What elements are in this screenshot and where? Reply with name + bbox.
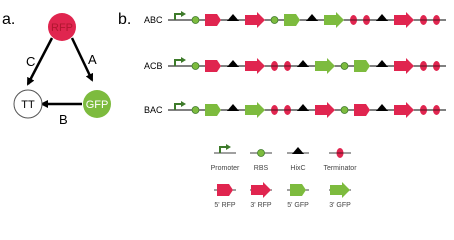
rfp-3-part: [245, 12, 265, 28]
construct-row-abc: [144, 11, 446, 28]
gfp-5-part: [205, 104, 221, 116]
gfp-3-icon: [330, 182, 350, 198]
gfp-3-part: [245, 102, 265, 118]
gfp-5-icon: [290, 184, 306, 196]
rbs-part: [192, 107, 199, 114]
legend-label: 3' RFP: [250, 202, 272, 209]
rfp-5-part: [354, 104, 370, 116]
row-label: ACB: [144, 61, 163, 71]
construct-row-bac: [144, 101, 446, 118]
terminator-part: [420, 15, 427, 25]
legend-label: HixC: [290, 165, 306, 172]
legend-label: Promoter: [210, 165, 240, 172]
hixc-part: [227, 104, 239, 111]
construct-row-acb: [144, 57, 446, 74]
rbs-part: [192, 17, 199, 24]
hixc-part: [227, 60, 239, 67]
promoter-part: [175, 57, 186, 66]
terminator-part: [363, 15, 370, 25]
promoter-part: [175, 101, 186, 110]
gfp-3-part: [315, 58, 335, 74]
rbs-part: [341, 63, 348, 70]
hixc-part: [376, 104, 388, 111]
terminator-part: [271, 61, 278, 71]
row-label: ABC: [144, 15, 163, 25]
rbs-part: [341, 107, 348, 114]
hixc-part: [297, 104, 309, 111]
rfp-3-part: [394, 12, 414, 28]
panel-b-label: b.: [118, 11, 132, 28]
promoter-icon: [220, 144, 231, 153]
promoter-part: [175, 11, 186, 20]
hixc-part: [297, 60, 309, 67]
rfp-5-part: [205, 14, 221, 26]
panel-a: [2, 11, 111, 127]
rfp-5-part: [205, 60, 221, 72]
legend-label: RBS: [253, 165, 269, 172]
rfp-3-part: [394, 58, 414, 74]
gfp-5-part: [284, 14, 300, 26]
legend-label: 3' GFP: [329, 202, 351, 209]
row-label: BAC: [144, 105, 163, 115]
terminator-part: [433, 105, 440, 115]
legend-item-rbs: [250, 150, 272, 173]
legend-item-promoter: [211, 144, 240, 172]
legend-item-hixc: [287, 147, 309, 172]
terminator-part: [433, 61, 440, 71]
terminator-part: [420, 61, 427, 71]
hixc-part: [227, 14, 239, 21]
gfp-5-part: [354, 60, 370, 72]
terminator-part: [284, 105, 291, 115]
node-tt-label: TT: [21, 99, 35, 111]
gfp-3-part: [324, 12, 344, 28]
legend-label: 5' GFP: [287, 202, 309, 209]
rfp-3-part: [394, 102, 414, 118]
terminator-part: [284, 61, 291, 71]
hixc-part: [306, 14, 318, 21]
legend-item-gfp-3: [329, 182, 351, 209]
terminator-part: [271, 105, 278, 115]
legend-label: 5' RFP: [214, 202, 236, 209]
legend-item-gfp-5: [287, 184, 309, 209]
terminator-icon: [337, 148, 344, 158]
edge-b-label: B: [59, 112, 68, 127]
legend-item-rfp-3: [250, 182, 272, 209]
rbs-icon: [258, 150, 265, 157]
construct-rows: [144, 11, 446, 118]
legend: [211, 144, 358, 209]
rfp-5-icon: [217, 184, 233, 196]
panel-b: [118, 11, 446, 118]
rbs-part: [192, 63, 199, 70]
legend-label: Terminator: [323, 165, 357, 172]
rbs-part: [271, 17, 278, 24]
rfp-3-icon: [251, 182, 271, 198]
hixc-part: [376, 60, 388, 67]
panel-a-label: a.: [2, 11, 16, 28]
rfp-3-part: [245, 58, 265, 74]
hixc-part: [376, 14, 388, 21]
rfp-3-part: [315, 102, 335, 118]
node-gfp-label: GFP: [85, 99, 109, 111]
edge-c-label: C: [26, 54, 36, 69]
legend-item-terminator: [323, 148, 357, 172]
legend-item-rfp-5: [214, 184, 236, 209]
terminator-part: [420, 105, 427, 115]
terminator-part: [350, 15, 357, 25]
node-rfp-label: RFP: [51, 22, 73, 34]
hixc-icon: [292, 147, 304, 154]
edge-a-label: A: [88, 52, 97, 67]
terminator-part: [433, 15, 440, 25]
